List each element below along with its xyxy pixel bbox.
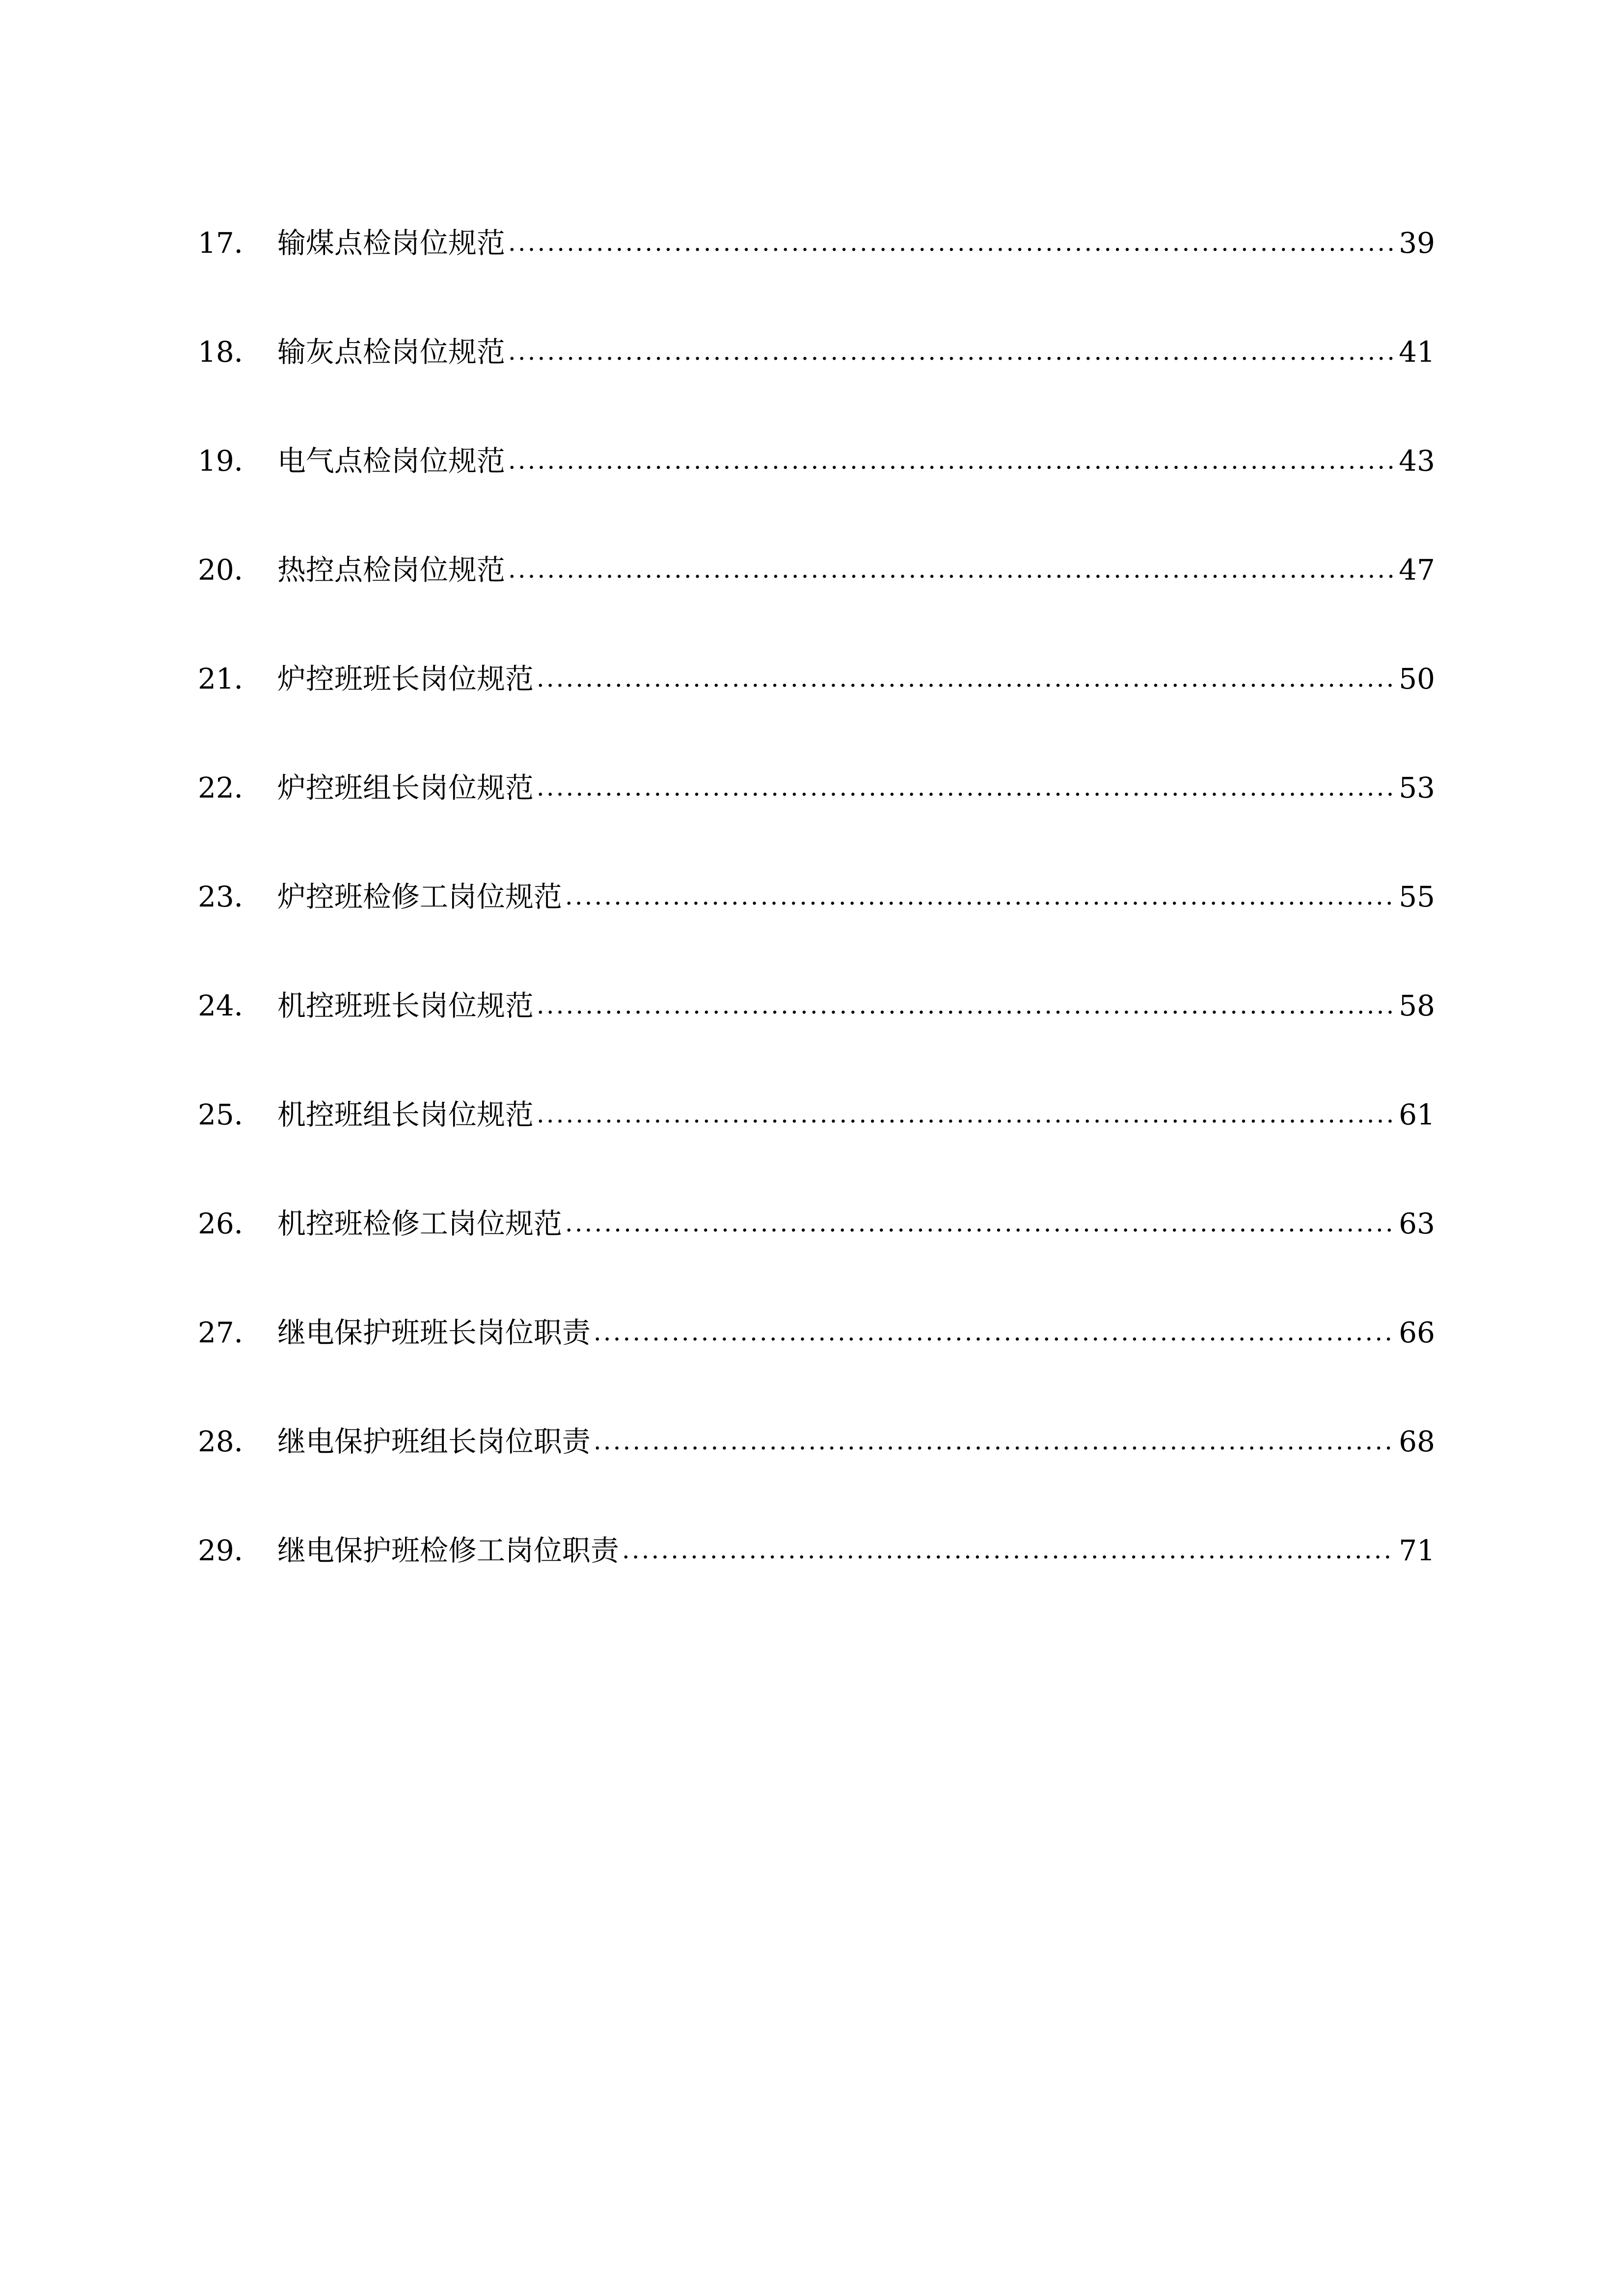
table-of-contents (198, 226, 1435, 1642)
dot-leader (537, 1097, 1396, 1131)
dot-leader (565, 879, 1396, 913)
dot-leader (537, 661, 1396, 695)
toc-entry[interactable] (198, 444, 1435, 553)
dot-leader (537, 988, 1396, 1022)
toc-entry-title: 继电保护班组长岗位职责 (277, 1425, 591, 1458)
toc-entry-title: 输煤点检岗位规范 (277, 226, 505, 260)
toc-entry[interactable] (198, 553, 1435, 662)
toc-entry-title: 机控班班长岗位规范 (277, 989, 534, 1022)
toc-entry[interactable] (198, 771, 1435, 880)
toc-entry-title: 继电保护班班长岗位职责 (277, 1316, 591, 1349)
toc-entry-title: 热控点检岗位规范 (277, 553, 505, 587)
dot-leader (565, 1206, 1396, 1240)
toc-entry[interactable] (198, 335, 1435, 444)
toc-entry-page-number: 68 (1399, 1425, 1435, 1458)
dot-leader (508, 443, 1396, 478)
toc-entry-number: 20． (198, 553, 263, 587)
toc-entry-page-number: 61 (1399, 1098, 1435, 1131)
toc-entry-number: 19． (198, 444, 263, 478)
dot-leader (594, 1424, 1396, 1458)
toc-entry-number: 21． (198, 662, 263, 695)
toc-entry[interactable] (198, 662, 1435, 771)
toc-entry-page-number: 66 (1399, 1316, 1435, 1349)
dot-leader (622, 1533, 1396, 1567)
toc-entry[interactable] (198, 1533, 1435, 1642)
toc-entry[interactable] (198, 1315, 1435, 1424)
toc-entry-number: 26． (198, 1207, 263, 1240)
toc-entry[interactable] (198, 226, 1435, 335)
toc-entry-number: 25． (198, 1098, 263, 1131)
toc-entry[interactable] (198, 1206, 1435, 1315)
toc-entry-title: 炉控班检修工岗位规范 (277, 880, 562, 913)
toc-entry[interactable] (198, 880, 1435, 988)
toc-entry-page-number: 53 (1399, 771, 1435, 804)
toc-entry-title: 机控班检修工岗位规范 (277, 1207, 562, 1240)
toc-entry-page-number: 58 (1399, 989, 1435, 1022)
toc-entry[interactable] (198, 988, 1435, 1097)
dot-leader (508, 552, 1396, 587)
toc-entry[interactable] (198, 1424, 1435, 1533)
toc-entry-number: 29． (198, 1534, 263, 1567)
toc-entry-title: 输灰点检岗位规范 (277, 335, 505, 369)
toc-entry[interactable] (198, 1097, 1435, 1206)
dot-leader (537, 770, 1396, 804)
toc-entry-title: 继电保护班检修工岗位职责 (277, 1534, 619, 1567)
toc-entry-number: 24． (198, 989, 263, 1022)
toc-entry-page-number: 50 (1399, 662, 1435, 695)
dot-leader (508, 334, 1396, 369)
toc-entry-title: 电气点检岗位规范 (277, 444, 505, 478)
toc-entry-title: 机控班组长岗位规范 (277, 1098, 534, 1131)
toc-entry-title: 炉控班班长岗位规范 (277, 662, 534, 695)
dot-leader (508, 225, 1396, 260)
toc-entry-page-number: 71 (1399, 1534, 1435, 1567)
toc-entry-page-number: 63 (1399, 1207, 1435, 1240)
toc-entry-number: 17． (198, 226, 263, 260)
toc-entry-number: 28． (198, 1425, 263, 1458)
toc-entry-number: 18． (198, 335, 263, 369)
toc-entry-title: 炉控班组长岗位规范 (277, 771, 534, 804)
toc-entry-number: 27． (198, 1316, 263, 1349)
toc-entry-page-number: 39 (1399, 226, 1435, 260)
toc-entry-page-number: 41 (1399, 335, 1435, 369)
toc-entry-page-number: 43 (1399, 444, 1435, 478)
dot-leader (594, 1315, 1396, 1349)
toc-entry-page-number: 47 (1399, 553, 1435, 587)
toc-entry-number: 23． (198, 880, 263, 913)
toc-entry-number: 22． (198, 771, 263, 804)
toc-entry-page-number: 55 (1399, 880, 1435, 913)
